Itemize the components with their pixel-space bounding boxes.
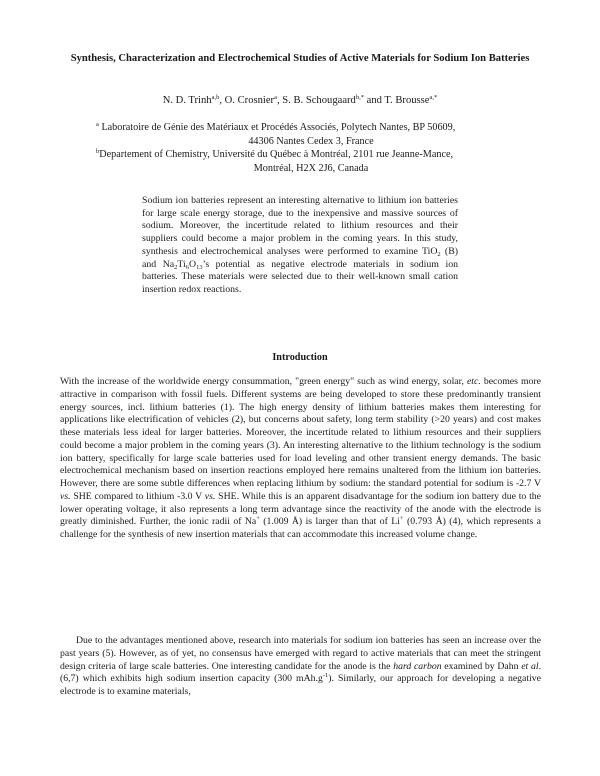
author: O. Crosnier$^a$, — [224, 94, 283, 106]
author: T. Brousse$^{a,*}$ — [384, 94, 438, 106]
abstract: Sodium ion batteries represent an interesting alternative to lithium ion batteries for large scale energy storage, due to the inexpensive and massive sources of sodium. Moreover, the incertitude related to lithium resources and their suppliers could become a major problem in the coming years. In this study, synthesis and electrochemical analyses were performed to examine TiO$_2$ (B) and $Na_2Ti_6O_{13}’s$ potential as negative electrode materials in sodium ion batteries. These materials were selected due to their well-known small cation insertion redox reactions. — [142, 195, 458, 295]
paper-title: Synthesis, Characterization and Electrochemical Studies of Active Materials for Sodium Ion Batteries — [70, 53, 530, 64]
affiliation-a: $^a$ Laboratoire de Génie des Matériaux et Procédés Associés, Polytech Nantes, BP 50609, 44306 Nantes Cedex 3, France — [96, 121, 456, 147]
author-list — [60, 94, 540, 108]
affiliation-b: $^b$Departement of Chemistry, Université du Québec à Montréal, 2101 rue Jeanne-Mance, Montréal, H2X 2J6, Canada — [96, 148, 454, 174]
paragraph: With the increase of the worldwide energy consummation, "green energy" such as wind energy, solar, etc. becomes more attractive in comparison with fossil fuels. Different systems are being developed to store these predominantly transient energy sources, incl. lithium batteries (1). The high energy density of lithium batteries makes them interesting for applications like electrification of vehicles (2), but concerns about safety, long term stability (>20 years) and cost makes these materials less ideal for larger batteries. Moreover, the incertitude related to lithium resources and their suppliers could become a major problem in the coming years (3). An interesting alternative to the lithium technology is the sodium ion battery, specifically for large scale batteries used for load leveling and other transient energy demands. The basic electrochemical mechanism based on insertion reactions employed here remains unaltered from the lithium ion batteries. However, there are some subtle differences when replacing lithium by sodium: the standard potential for sodium is -2.7 V vs. SHE compared to lithium -3.0 V vs. SHE. While this is an apparent disadvantage for the sodium ion battery due to the lower operating voltage, it also represents a long term advantage since the reactivity of the anode with the electrode is greatly diminished. Further, the ionic radii of Na+ (1.009 Å) is larger than that of Li+ (0.793 Å) (4), which represents a challenge for the synthesis of new insertion materials that can accommodate this increased volume change. — [60, 376, 541, 540]
author: S. B. Schougaard$^{b,*}$ and — [282, 94, 385, 106]
section-heading-introduction: Introduction — [272, 352, 328, 363]
author: N. D. Trinh$^{a,b}$, — [162, 94, 225, 106]
paragraph: Due to the advantages mentioned above, research into materials for sodium ion batteries has seen an increase over the past years (5). However, as of yet, no consensus have emerged with regard to active materials that can meet the stringent design criteria of large scale batteries. One interesting candidate for the anode is the hard carbon examined by Dahn et al. (6,7) which exhibits high sodium insertion capacity (300 $mAh.g^{-1}$). Similarly, our approach for developing a negative electrode is to examine materials, — [60, 635, 542, 697]
